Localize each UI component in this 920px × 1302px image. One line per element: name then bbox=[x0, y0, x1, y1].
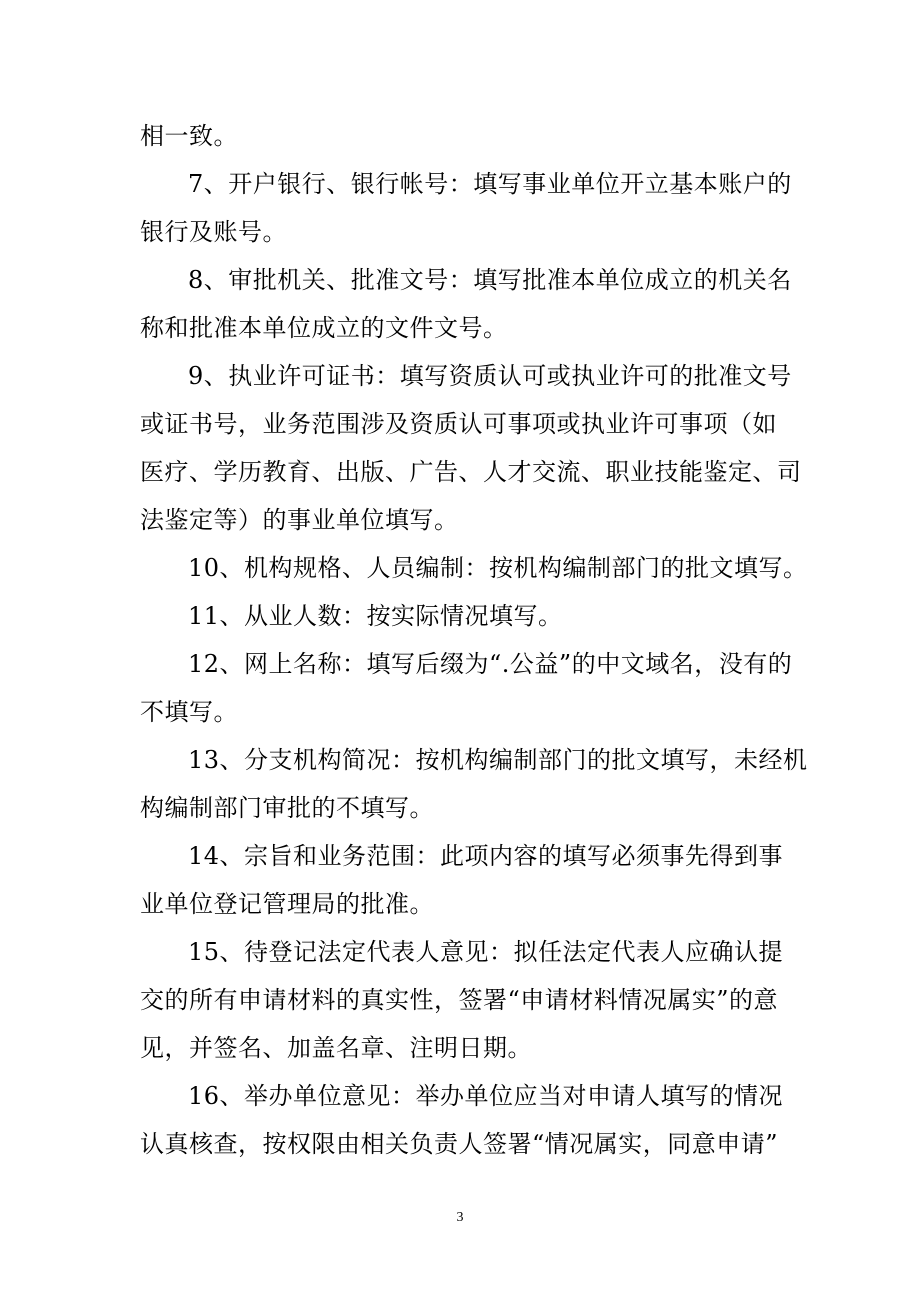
text-line: 12、网上名称：填写后缀为“.公益”的中文域名，没有的 bbox=[188, 650, 793, 678]
text-line: 或证书号，业务范围涉及资质认可事项或执业许可事项（如 bbox=[140, 410, 777, 438]
text-line: 法鉴定等）的事业单位填写。 bbox=[140, 506, 459, 534]
text-line: 交的所有申请材料的真实性，签署“申请材料情况属实”的意 bbox=[140, 986, 779, 1014]
text-line: 构编制部门审批的不填写。 bbox=[140, 794, 434, 822]
text-line: 13、分支机构简况：按机构编制部门的批文填写，未经机 bbox=[188, 746, 808, 774]
document-body bbox=[140, 112, 808, 1168]
text-line: 不填写。 bbox=[140, 698, 238, 726]
text-line: 7、开户银行、银行帐号：填写事业单位开立基本账户的 bbox=[188, 170, 792, 198]
text-line: 15、待登记法定代表人意见：拟任法定代表人应确认提 bbox=[188, 938, 784, 966]
text-line: 14、宗旨和业务范围：此项内容的填写必须事先得到事 bbox=[188, 842, 784, 870]
text-line: 业单位登记管理局的批准。 bbox=[140, 890, 434, 918]
text-line: 10、机构规格、人员编制：按机构编制部门的批文填写。 bbox=[188, 554, 808, 582]
text-line: 称和批准本单位成立的文件文号。 bbox=[140, 314, 508, 342]
text-line: 16、举办单位意见：举办单位应当对申请人填写的情况 bbox=[188, 1082, 784, 1110]
text-line: 见，并签名、加盖名章、注明日期。 bbox=[140, 1034, 532, 1062]
text-line: 认真核查，按权限由相关负责人签署“情况属实，同意申请” bbox=[140, 1130, 779, 1158]
text-line: 9、执业许可证书：填写资质认可或执业许可的批准文号 bbox=[188, 362, 792, 390]
page-number: 3 bbox=[456, 1210, 464, 1225]
text-line: 医疗、学历教育、出版、广告、人才交流、职业技能鉴定、司 bbox=[140, 458, 802, 486]
text-line: 相一致。 bbox=[140, 122, 238, 150]
text-line: 8、审批机关、批准文号：填写批准本单位成立的机关名 bbox=[188, 266, 792, 294]
text-line: 银行及账号。 bbox=[140, 218, 287, 246]
text-line: 11、从业人数：按实际情况填写。 bbox=[188, 602, 563, 630]
